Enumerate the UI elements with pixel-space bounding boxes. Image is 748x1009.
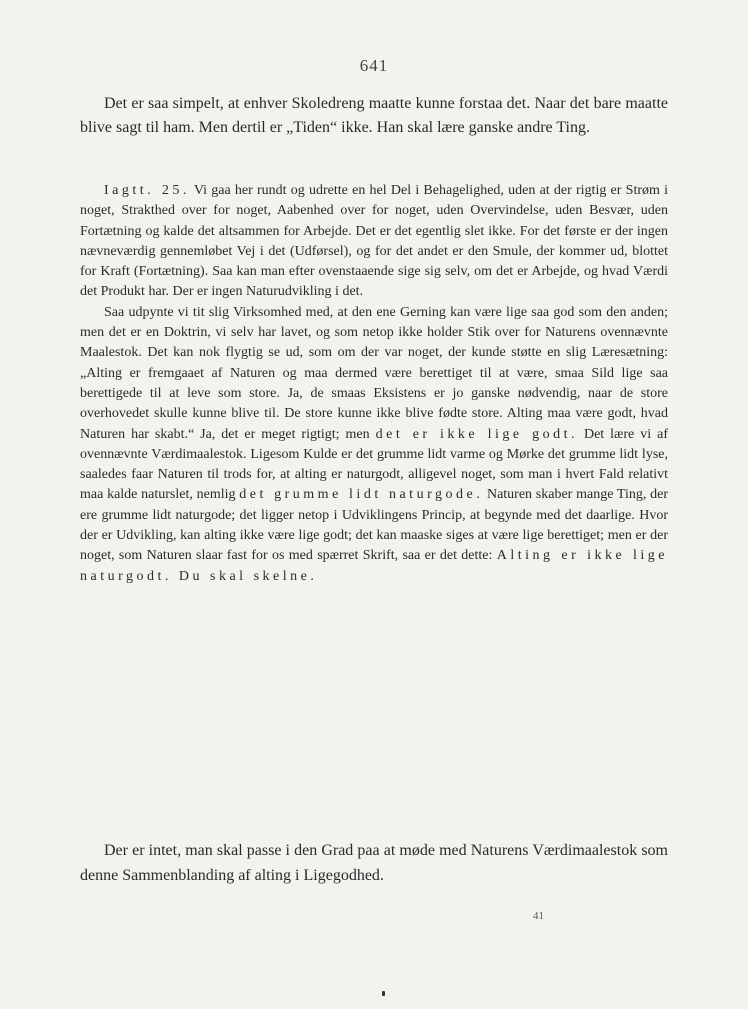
paragraph-2-text-b: Det lære vi af ovennævnte Værdimaalestok. Ligesom Kulde er det grumme lidt varme og Mørke det grumme lidt lyse, saaledes faar Naturen til trods for, at alting er naturgodt, alligevel noget, som man i hvert Fald relativt maa kalde naturslet, nemlig [80, 426, 668, 503]
spaced-emphasis-1: det er ikke lige godt. [375, 426, 578, 442]
paragraph-2 [80, 303, 668, 587]
ink-speck [382, 991, 385, 996]
intro-text: Det er saa simpelt, at enhver Skoledreng maatte kunne forstaa det. Naar det bare maatte blive sagt til ham. Men dertil er „Tiden“ ikke. Han skal lære ganske andre Ting. [80, 95, 668, 136]
intro-paragraph [80, 92, 668, 140]
paragraph-2-text-c: Naturen skaber mange Ting, der ere grumme lidt naturgode; det ligger netop i Udviklingens Princip, at begynde med det daarlige. Hvor der er Udvikling, kan alting ikke være lige godt; det kan maaske siges at være lige berettiget; men er der noget, som Naturen slaar fast for os med spærret Skrift, saa er det dette: [80, 487, 669, 564]
signature-number: 41 [533, 910, 544, 922]
spaced-emphasis-2: det grumme lidt naturgode. [239, 487, 484, 503]
paragraph-2-text-a: Saa udpynte vi tit slig Virksomhed med, at den ene Gerning kan være lige saa god som den anden; men det er en Doktrin, vi selv har lavet, og som netop ikke holder Stik over for Naturens ovennævnte Maalestok. Det kan nok flygtig se ud, som om der var noget, der kunde støtte en slig Læresætning: „Alting er fremgaaet af Naturen og maa dermed være berettiget til at være, smaa Sild lige saa berettigede til at leve som store. Ja, de smaas Eksistens er jo ganske nødvendig, naar de store overhovedet skulle kunne blive til. De store kunne ikke blive fødte store. Alting maa være godt, hvad Naturen har skabt.“ Ja, det er meget rigtigt; men [80, 304, 668, 442]
main-text [80, 181, 668, 587]
closing-text: Der er intet, man skal passe i den Grad paa at møde med Naturens Værdimaalestok som denne Sammenblanding af alting i Ligegodhed. [80, 842, 668, 884]
paragraph-1-text: Vi gaa her rundt og udrette en hel Del i Behagelighed, uden at der rigtig er Strøm i noget, Strakthed over for noget, Aabenhed over for noget, uden Overvindelse, uden Besvær, uden Fortætning og kalde det altsammen for Arbejde. Det er det egentlig slet ikke. For det første er der ingen nævneværdig gennemløbet Vej i det (Udførsel), og for det andet er den Smule, der kommer ud, blottet for Kraft (Fortætning). Saa kan man efter ovenstaaende sige sig selv, om det er Arbejde, og hvad Værdi det Produkt har. Der er ingen Naturudvikling i det. [80, 183, 669, 300]
paragraph-iagttagelse [80, 181, 668, 303]
closing-paragraph [80, 838, 668, 888]
observation-label: Iagtt. 25. [104, 183, 190, 198]
page-number: 641 [359, 56, 389, 75]
spaced-emphasis-3: Alting er ikke lige naturgodt. Du skal skelne. [80, 548, 668, 584]
